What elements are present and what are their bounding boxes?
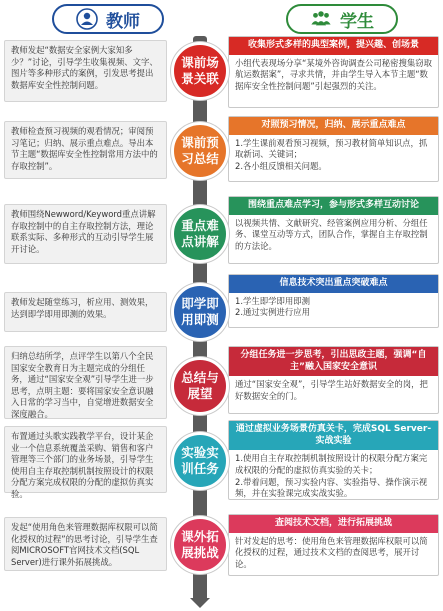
student-header (286, 4, 398, 34)
stage-circle-1 (171, 42, 229, 100)
stage-label: 课外拓展挑战 (181, 529, 219, 560)
student-box-1 (228, 36, 439, 108)
student-box-4 (228, 274, 439, 328)
student-line: 针对发起的思考：使用角色来管理数据库权限可以简化授权的过程，通过技术文档的查阅思考，展开讨论。 (235, 535, 428, 569)
student-title: 查阅技术文档，进行拓展挑战 (229, 515, 438, 533)
student-box-5 (228, 346, 439, 414)
students-group-icon (310, 8, 332, 30)
teacher-text: 教师发起随堂练习，析应用、测效果，达到即学即用即测的效果。 (11, 297, 154, 319)
teacher-box-2 (4, 121, 167, 179)
teacher-box-3 (4, 204, 167, 264)
teacher-text: 教师发起“数据安全家例大家知多少？”讨论，引导学生收集视频、文字、图片等多种形式的案例，引发思考提出数据库安全性控制问题。 (11, 45, 158, 90)
teacher-header-label: 教师 (106, 11, 140, 32)
timeline-arrow-icon (190, 598, 210, 608)
teacher-box-4 (4, 292, 167, 332)
student-line: 小组代表现场分享“某境外咨询调查公司秘密搜集窃取航运数据案”，寻求共情，并由学生导入本节主题“数据库安全性控制问题”引起强烈的关注。 (235, 57, 432, 91)
student-box-3 (228, 196, 439, 264)
teacher-box-7 (4, 517, 167, 571)
student-title: 对照预习情况，归纳、展示重点难点 (229, 117, 438, 135)
student-title: 分组任务进一步思考，引出思政主题，强调“自主”融入国家安全意识 (229, 347, 438, 376)
stage-circle-6 (171, 432, 229, 490)
student-line: 1.学生即学即用即测 (235, 295, 310, 306)
student-title: 围绕重点难点学习，参与形式多样互动讨论 (229, 197, 438, 215)
stage-label: 即学即用即测 (181, 296, 219, 327)
student-box-6 (228, 420, 439, 500)
stage-label: 课前预习总结 (181, 135, 219, 166)
student-line: 2.带着问题，预习实验内容、实验指导、操作演示视频，并在实验课完成实战实验。 (235, 476, 428, 499)
stage-circle-2 (171, 122, 229, 180)
stage-label: 总结与展望 (181, 370, 219, 401)
student-line: 2.各小组反馈相关问题。 (235, 160, 327, 171)
stage-label: 课前场景关联 (181, 55, 219, 86)
student-line: 2.通过实例进行应用 (235, 307, 310, 318)
student-line: 通过“国家安全观”，引导学生站好数据安全的岗，把好数据安全的门。 (235, 379, 428, 401)
teacher-person-icon (76, 8, 98, 30)
stage-circle-4 (171, 283, 229, 341)
student-line: 1.使用自主存取控制机制按照设计的权限分配方案完成权限的分配的虚拟仿真实验的关卡； (235, 453, 428, 475)
student-line: 以视频共情、文献研究、经管案例应用分析、分组任务、课堂互动等方式，团队合作，掌握自主存取控制的方法论。 (235, 217, 428, 251)
teacher-box-5 (4, 346, 167, 419)
student-line: 1.学生课前观看预习视频，预习教材简单知识点，抓取新词、关键词； (235, 137, 428, 160)
teacher-header (52, 4, 164, 34)
student-title: 信息技术突出重点突破难点 (229, 275, 438, 293)
student-title: 收集形式多样的典型案例，提兴趣、创场景 (229, 37, 438, 55)
teacher-box-6 (4, 426, 167, 499)
teacher-box-1 (4, 40, 167, 102)
teacher-text: 教师检查预习视频的观看情况；审阅预习笔记；归纳、展示重点难点。导出本节主题“数据库安全性控制常用方法中的存取控制”。 (11, 126, 158, 171)
stage-circle-5 (171, 357, 229, 415)
student-title: 通过虚拟业务场景仿真关卡，完成SQL Server-实战实验 (229, 421, 438, 450)
stage-label: 实验实训任务 (181, 445, 219, 476)
student-box-2 (228, 116, 439, 182)
teacher-text: 教师围绕Newword/Keyword重点讲解存取控制中的自主存取控制方法，理论联系实际、多种形式的互动引导学生展开讨论。 (11, 209, 156, 254)
teacher-text: 发起“使用角色来管理数据库权限可以简化授权的过程”的思考讨论，引导学生查阅MICROSOFT官网技术文档(SQL Server)进行课外拓展挑战。 (11, 522, 158, 567)
student-header-label: 学生 (340, 11, 374, 32)
stage-circle-3 (171, 205, 229, 263)
teacher-text: 布置通过头歌实践教学平台，设计某企业一个信息系统覆盖采购、销售和客户管理等三个部门的业务场景，引导学生使用自主存取控制机制按照设计的权限分配方案完成权限的分配的虚拟仿真实验。 (11, 431, 154, 499)
student-box-7 (228, 514, 439, 576)
teacher-text: 归纳总结所学，点评学生以第八个全民国家安全教育日为主题完成的分组任务，通过“国家安全观”引导学生进一步思考，点明主题：要将国家安全意识融入日常的学习当中，自觉增进数据安全深度融合。 (11, 351, 154, 419)
stage-label: 重点难点讲解 (181, 218, 219, 249)
stage-circle-7 (171, 516, 229, 574)
